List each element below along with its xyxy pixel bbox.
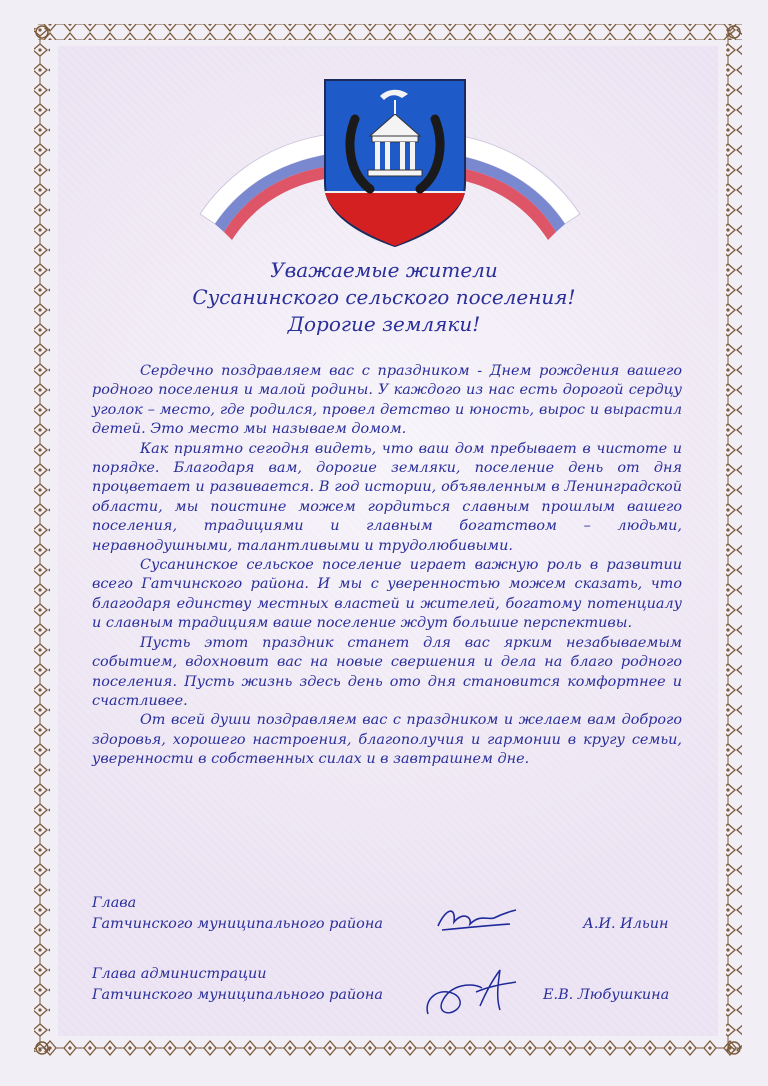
paragraph-4: Пусть этот праздник станет для вас ярким незабываемым событием, вдохновит вас на новые свершения и дела на благо родного поселения. Пусть жизнь здесь день ото дня становится комфортнее и счастливее. <box>92 634 682 709</box>
signatory-2-name: Е.В. Любушкина <box>543 987 670 1003</box>
paragraph-3: Сусанинское сельское поселение играет важную роль в развитии всего Гатчинского района. И мы с уверенностью можем сказать, что благодаря единству местных властей и жителей, богатому потенциалу и славным традициям ваше поселение ждут большие перспективы. <box>92 557 682 632</box>
signatory-2-title: Глава администрации <box>92 966 267 982</box>
greeting-line-2: Сусанинского сельского поселения! <box>192 285 576 309</box>
coat-of-arms-icon <box>180 74 600 254</box>
greeting-line-3: Дорогие земляки! <box>287 312 481 336</box>
paragraph-2: Как приятно сегодня видеть, что ваш дом пребывает в чистоте и порядке. Благодаря вам, дорогие земляки, поселение день от дня процветает и развивается. В год истории, объявленным в Ленинградской области, мы поистине можем гордиться славным прошлым вашего поселения, традициями и главным богатством – людьми, неравнодушными, талантливыми и трудолюбивыми. <box>92 440 682 554</box>
greeting-line-1: Уважаемые жители <box>270 258 498 282</box>
signatory-2-position: Гатчинского муниципального района <box>92 987 383 1003</box>
letter-body <box>92 362 682 770</box>
paragraph-5: От всей души поздравляем вас с праздником и желаем вам доброго здоровья, хорошего настроения, благополучия и гармонии в кругу семьи, уверенности в собственных силах и в завтрашнем дне. <box>92 712 682 768</box>
paragraph-1: Сердечно поздравляем вас с праздником - Днем рождения вашего родного поселения и малой родины. У каждого из нас есть дорогой сердцу уголок – место, где родился, провел детство и юность, вырос и вырастил детей. Это место мы называем домом. <box>92 363 682 438</box>
handwritten-signature-icon <box>420 962 520 1024</box>
signatory-1-name: А.И. Ильин <box>583 916 669 932</box>
signatory-1-position: Гатчинского муниципального района <box>92 916 383 932</box>
signatory-1-title: Глава <box>92 895 137 911</box>
handwritten-signature-icon <box>432 900 522 940</box>
